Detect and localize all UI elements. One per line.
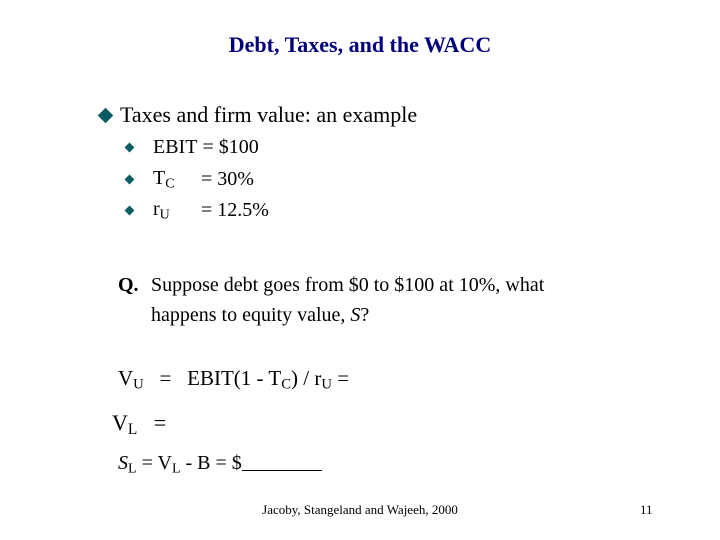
sub-bullet-label: $T_C$ xyxy=(153,167,175,192)
sub-bullet-tax-rate xyxy=(126,167,254,193)
slide-title: Debt, Taxes, and the WACC xyxy=(228,32,492,57)
question-line-1: Suppose debt goes from $0 to $100 at 10%, what xyxy=(151,274,545,296)
sub-bullet-label: $r_U$ xyxy=(153,198,170,223)
diamond-bullet-icon xyxy=(125,175,135,185)
sub-bullet-ebit xyxy=(126,136,259,159)
main-bullet xyxy=(98,102,417,128)
sub-bullet-value: = $100 xyxy=(202,136,259,158)
question-block xyxy=(118,270,544,330)
sub-bullet-label: EBIT xyxy=(153,136,198,158)
sub-bullet-value: = 30% xyxy=(201,168,254,191)
footer-citation: Jacoby, Stangeland and Wajeeh, 2000 xyxy=(262,502,458,517)
diamond-bullet-icon xyxy=(98,107,114,123)
diamond-bullet-icon xyxy=(125,143,135,153)
answer-blank xyxy=(242,450,322,471)
sl-equation: $S_L = V_L - B$ = $ xyxy=(118,450,322,478)
vl-equation: $V_L$ = xyxy=(112,410,167,438)
main-bullet-text: Taxes and firm value: an example xyxy=(120,102,418,127)
vu-equation: $V_U$ = EBIT(1 - $T_C) / r_U$ = xyxy=(118,366,350,393)
sub-bullet-value: = 12.5% xyxy=(201,199,269,222)
question-line-2: happens to equity value, S? xyxy=(151,304,370,326)
question-label: Q. xyxy=(118,274,139,296)
diamond-bullet-icon xyxy=(125,206,135,216)
page-number: 11 xyxy=(640,502,653,517)
sub-bullet-unlevered-return xyxy=(126,198,269,224)
